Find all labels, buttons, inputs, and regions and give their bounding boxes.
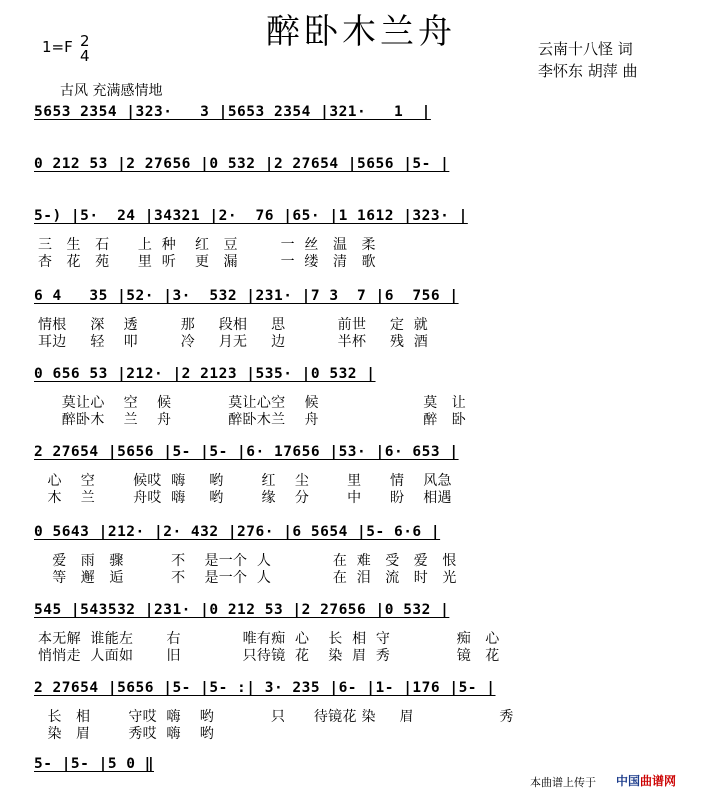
expression-mark: 古风 充满感情地 <box>60 83 163 99</box>
lyric-line-7b: 等 邂 逅 不 是一个 人 在 泪 流 时 光 <box>38 570 457 586</box>
lyric-line-7a: 爱 雨 骤 不 是一个 人 在 难 受 爱 恨 <box>38 553 457 569</box>
notation-line-6: 2 27654 |5656 |5- |5- |6· 17656 |53· |6· 653 | <box>34 444 459 460</box>
notation-line-1: 5653 2354 |323· 3 |5653 2354 |321· 1 | <box>34 104 431 120</box>
lyric-line-4a: 情根 深 透 那 段相 思 前世 定 就 <box>38 317 429 333</box>
time-signature <box>80 34 90 64</box>
notation-line-8: 545 |543532 |231· |0 212 53 |2 27656 |0 532 | <box>34 602 450 618</box>
lyric-line-6b: 木 兰 舟哎 嗨 哟 缘 分 中 盼 相遇 <box>38 490 452 506</box>
lyric-line-3b: 杏 花 苑 里 听 更 漏 一 缕 清 歌 <box>38 254 376 270</box>
lyricist-credit: 云南十八怪 词 <box>538 40 633 58</box>
notation-line-4: 6 4 35 |52· |3· 532 |231· |7 3 7 |6 756 | <box>34 288 459 304</box>
lyric-line-8b: 悄悄走 人面如 旧 只待镜 花 染 眉 秀 镜 花 <box>38 648 500 664</box>
logo-site: 曲谱网 <box>640 774 677 788</box>
song-title: 醉卧木兰舟 <box>266 12 456 52</box>
lyric-line-9a: 长 相 守哎 嗨 哟 只 待镜花 染 眉 秀 <box>38 709 514 725</box>
lyric-line-6a: 心 空 候哎 嗨 哟 红 尘 里 情 风急 <box>38 473 452 489</box>
notation-line-9: 2 27654 |5656 |5- |5- :| 3· 235 |6- |1- |176 |5- | <box>34 680 496 696</box>
lyric-line-9b: 染 眉 秀哎 嗨 哟 <box>38 726 215 742</box>
lyric-line-3a: 三 生 石 上 种 红 豆 一 丝 温 柔 <box>38 237 376 253</box>
meter-bottom: 4 <box>80 47 90 65</box>
meter-top: 2 <box>80 32 90 50</box>
site-logo <box>616 772 676 789</box>
key-signature: 1=F <box>42 38 73 56</box>
notation-line-5: 0 656 53 |212· |2 2123 |535· |0 532 | <box>34 366 376 382</box>
lyric-line-8a: 本无解 谁能左 右 唯有痴 心 长 相 守 痴 心 <box>38 631 500 647</box>
notation-line-3: 5-) |5· 24 |34321 |2· 76 |65· |1 1612 |323· | <box>34 208 468 224</box>
notation-line-2: 0 212 53 |2 27656 |0 532 |2 27654 |5656 |5- | <box>34 156 450 172</box>
logo-brand: 中国 <box>616 774 641 788</box>
lyric-line-4b: 耳边 轻 叩 冷 月无 边 半杯 残 酒 <box>38 334 429 350</box>
upload-note: 本曲谱上传于 <box>530 776 596 789</box>
composer-credit: 李怀东 胡萍 曲 <box>538 62 638 80</box>
lyric-line-5b: 醉卧木 兰 舟 醉卧木兰 舟 醉 卧 <box>38 412 467 428</box>
lyric-line-5a: 莫让心 空 候 莫让心空 候 莫 让 <box>38 395 467 411</box>
notation-line-7: 0 5643 |212· |2· 432 |276· |6 5654 |5- 6·6 | <box>34 524 441 540</box>
notation-line-10: 5- |5- |5 0 ‖ <box>34 756 154 772</box>
